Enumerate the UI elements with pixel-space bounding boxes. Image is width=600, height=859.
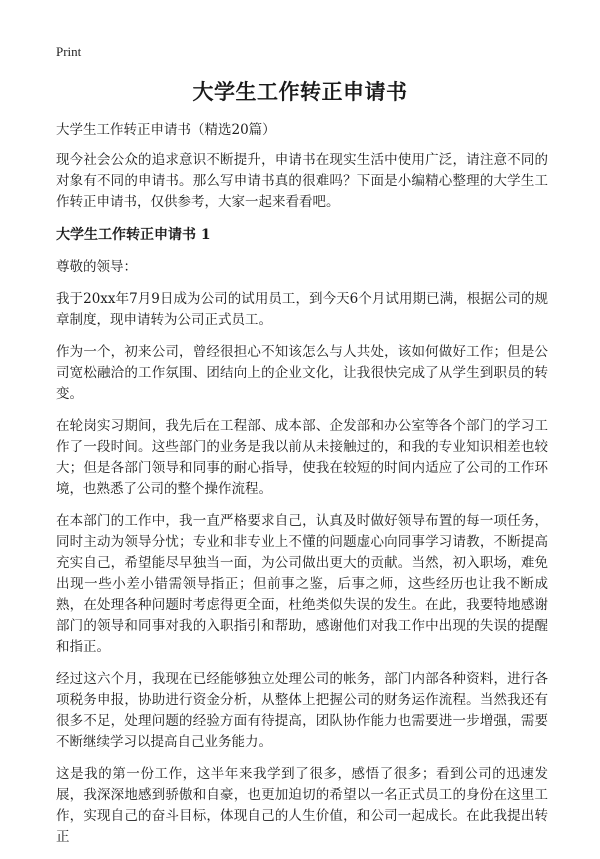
body-paragraph: 经过这六个月，我现在已经能够独立处理公司的帐务，部门内部各种资料，进行各项税务申报，协助进行资金分析，从整体上把握公司的财务运作流程。当然我还有很多不足，处理问题的经验方面有待提高，团队协作能力也需要进一步增强，需要不断继续学习以提高自己业务能力。 (56, 671, 548, 750)
body-paragraph: 在轮岗实习期间，我先后在工程部、成本部、企发部和办公室等各个部门的学习工作了一段时间。这些部门的业务是我以前从未接触过的，和我的专业知识相差也较大；但是各部门领导和同事的耐心指导，使我在较短的时间内适应了公司的工作环境，也熟悉了公司的整个操作流程。 (56, 418, 548, 497)
print-link[interactable]: Print (56, 44, 82, 59)
body-paragraph: 我于20xx年7月9日成为公司的试用员工，到今天6个月试用期已满，根据公司的规章制度，现申请转为公司正式员工。 (56, 291, 548, 328)
intro-paragraph: 现今社会公众的追求意识不断提升，申请书在现实生活中使用广泛，请注意不同的对象有不同的申请书。那么写申请书真的很难吗？下面是小编精心整理的大学生工作转正申请书，仅供参考，大家一起来看看吧。 (56, 152, 548, 210)
page-title: 大学生工作转正申请书 (192, 79, 408, 104)
body-paragraph: 这是我的第一份工作，这半年来我学到了很多，感悟了很多；看到公司的迅速发展，我深深地感到骄傲和自豪，也更加迫切的希望以一名正式员工的身份在这里工作，实现自己的奋斗目标，体现自己的人生价值，和公司一起成长。在此我提出转正 (56, 766, 548, 845)
document-body (56, 120, 548, 859)
section-heading: 大学生工作转正申请书 1 (56, 227, 211, 243)
document-subtitle: 大学生工作转正申请书（精选20篇） (56, 122, 276, 138)
salutation: 尊敬的领导： (56, 259, 137, 275)
body-paragraph: 在本部门的工作中，我一直严格要求自己，认真及时做好领导布置的每一项任务，同时主动为领导分忧；专业和非专业上不懂的问题虚心向同事学习请教，不断提高充实自己，希望能尽早独当一面，为公司做出更大的贡献。当然，初入职场，难免出现一些小差小错需领导指正；但前事之鉴，后事之师，这些经历也让我不断成熟，在处理各种问题时考虑得更全面，杜绝类似失误的发生。在此，我要特地感谢部门的领导和同事对我的入职指引和帮助，感谢他们对我工作中出现的失误的提醒和指正。 (56, 513, 548, 655)
body-paragraph: 作为一个，初来公司，曾经很担心不知该怎么与人共处，该如何做好工作；但是公司宽松融洽的工作氛围、团结向上的企业文化，让我很快完成了从学生到职员的转变。 (56, 344, 548, 402)
